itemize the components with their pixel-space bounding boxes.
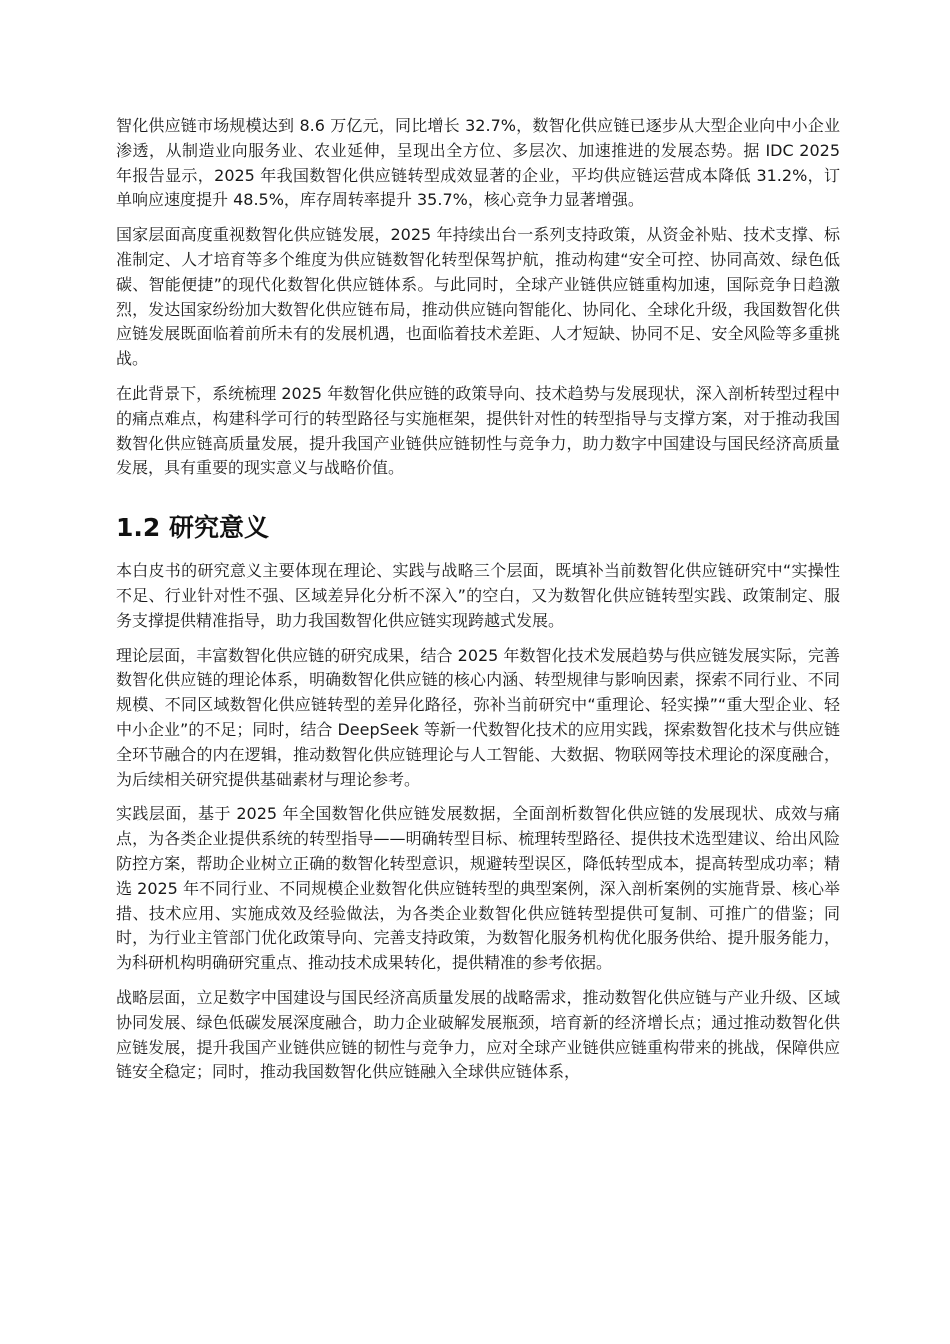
paragraph-theory-level: 理论层面，丰富数智化供应链的研究成果，结合 2025 年数智化技术发展趋势与供应链发展实际，完善数智化供应链的理论体系，明确数智化供应链的核心内涵、转型规律与影响因素，探索不同行业、不同规模、不同区域数智化供应链转型的差异化路径，弥补当前研究中“重理论、轻实操”“重大型企业、轻中小企业”的不足；同时，结合 DeepSeek 等新一代数智化技术的应用实践，探索数智化技术与供应链全环节融合的内在逻辑，推动数智化供应链理论与人工智能、大数据、物联网等技术理论的深度融合，为后续相关研究提供基础素材与理论参考。 — [116, 645, 840, 789]
paragraph-overview: 本白皮书的研究意义主要体现在理论、实践与战略三个层面，既填补当前数智化供应链研究中“实操性不足、行业针对性不强、区域差异化分析不深入”的空白，又为数智化供应链转型实践、政策制定、服务支撑提供精准指导，助力我国数智化供应链实现跨越式发展。 — [116, 561, 840, 630]
intro-paragraph-market-scale: 智化供应链市场规模达到 8.6 万亿元，同比增长 32.7%，数智化供应链已逐步从大型企业向中小企业渗透，从制造业向服务业、农业延伸，呈现出全方位、多层次、加速推进的发展态势。据 IDC 2025 年报告显示，2025 年我国数智化供应链转型成效显著的企业，平均供应链运营成本降低 31.2%，订单响应速度提升 48.5%，库存周转率提升 35.7%，核心竞争力显著增强。 — [116, 116, 840, 210]
paragraph-strategy-level: 战略层面，立足数字中国建设与国民经济高质量发展的战略需求，推动数智化供应链与产业升级、区域协同发展、绿色低碳发展深度融合，助力企业破解发展瓶颈，培育新的经济增长点；通过推动数智化供应链发展，提升我国产业链供应链的韧性与竞争力，应对全球产业链供应链重构带来的挑战，保障供应链安全稳定；同时，推动我国数智化供应链融入全球供应链体系， — [116, 987, 840, 1082]
document-page — [116, 114, 840, 1085]
intro-paragraph-background: 在此背景下，系统梳理 2025 年数智化供应链的政策导向、技术趋势与发展现状，深入剖析转型过程中的痛点难点，构建科学可行的转型路径与实施框架，提供针对性的转型指导与支撑方案，对于推动我国数智化供应链高质量发展，提升我国产业链供应链韧性与竞争力，助力数字中国建设与国民经济高质量发展，具有重要的现实意义与战略价值。 — [116, 383, 840, 478]
section-heading-research-significance: 1.2 研究意义 — [116, 513, 269, 543]
paragraph-practice-level: 实践层面，基于 2025 年全国数智化供应链发展数据，全面剖析数智化供应链的发展现状、成效与痛点，为各类企业提供系统的转型指导——明确转型目标、梳理转型路径、提供技术选型建议、给出风险防控方案，帮助企业树立正确的数智化转型意识，规避转型误区，降低转型成本，提高转型成功率；精选 2025 年不同行业、不同规模企业数智化供应链转型的典型案例，深入剖析案例的实施背景、核心举措、技术应用、实施成效及经验做法，为各类企业数智化供应链转型提供可复制、可推广的借鉴；同时，为行业主管部门优化政策导向、完善支持政策，为数智化服务机构优化服务供给、提升服务能力，为科研机构明确研究重点、推动技术成果转化，提供精准的参考依据。 — [116, 804, 840, 973]
intro-paragraph-national-policy: 国家层面高度重视数智化供应链发展，2025 年持续出台一系列支持政策，从资金补贴、技术支撑、标准制定、人才培育等多个维度为供应链数智化转型保驾护航，推动构建“安全可控、协同高效、绿色低碳、智能便捷”的现代化数智化供应链体系。与此同时，全球产业链供应链重构加速，国际竞争日趋激烈，发达国家纷纷加大数智化供应链布局，推动供应链向智能化、协同化、全球化升级，我国数智化供应链发展既面临着前所未有的发展机遇，也面临着技术差距、人才短缺、协同不足、安全风险等多重挑战。 — [116, 225, 840, 369]
